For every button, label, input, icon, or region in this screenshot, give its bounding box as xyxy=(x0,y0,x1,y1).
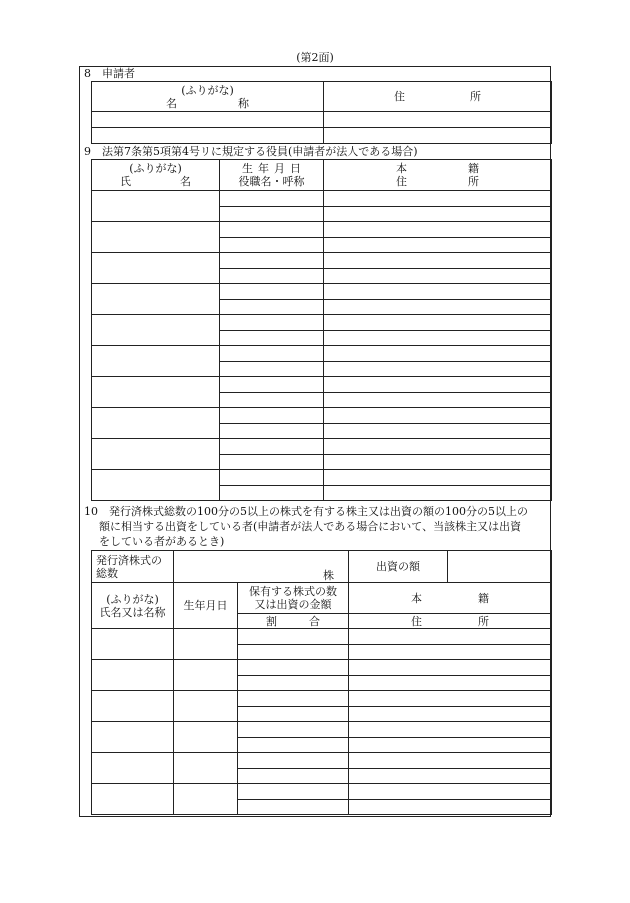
officer-name-cell[interactable] xyxy=(92,284,220,315)
officer-title-cell[interactable] xyxy=(220,238,324,253)
shareholder-honseki-cell[interactable] xyxy=(349,784,552,800)
shareholder-address-cell[interactable] xyxy=(349,800,552,815)
officer-title-cell[interactable] xyxy=(220,424,324,439)
shares-unit: 株 xyxy=(323,569,334,582)
ratio-char-2: 合 xyxy=(309,614,320,628)
name-or-title-label: 氏名又は名称 xyxy=(99,605,166,619)
section10-heading-line3: をしている者があるとき) xyxy=(99,535,225,548)
officer-name-cell[interactable] xyxy=(92,377,220,408)
officer-address-cell[interactable] xyxy=(324,269,552,284)
officer-title-cell[interactable] xyxy=(220,393,324,408)
shareholder-birth-cell[interactable] xyxy=(174,660,238,691)
shareholder-name-cell[interactable] xyxy=(92,691,174,722)
officer-honseki-address-header xyxy=(324,160,552,191)
address-char-1: 住 xyxy=(394,90,405,103)
applicant-name-cell[interactable] xyxy=(92,128,324,144)
officer-honseki-cell[interactable] xyxy=(324,191,552,207)
officer-name-cell[interactable] xyxy=(92,408,220,439)
furigana-label: (ふりがな) xyxy=(106,592,159,606)
held-shares-header xyxy=(238,583,349,614)
shareholder-honseki-cell[interactable] xyxy=(349,722,552,738)
officer-name-cell[interactable] xyxy=(92,191,220,222)
officers-table xyxy=(91,159,552,501)
officer-address-cell[interactable] xyxy=(324,207,552,222)
honseki-char-2: 籍 xyxy=(468,162,479,175)
shareholder-held-cell[interactable] xyxy=(238,784,349,800)
officer-honseki-cell[interactable] xyxy=(324,439,552,455)
honseki-char-1: 本 xyxy=(411,591,422,605)
total-shares-label-1: 発行済株式の xyxy=(96,553,162,567)
shareholder-address-cell[interactable] xyxy=(349,738,552,753)
shareholder-address-cell[interactable] xyxy=(349,676,552,691)
officer-title-cell[interactable] xyxy=(220,455,324,470)
page-title: (第2面) xyxy=(296,51,334,64)
shareholder-held-cell[interactable] xyxy=(238,660,349,676)
officer-birth-cell[interactable] xyxy=(220,346,324,362)
officer-address-cell[interactable] xyxy=(324,300,552,315)
officer-title-cell[interactable] xyxy=(220,207,324,222)
address-char-2: 所 xyxy=(478,614,489,628)
shareholder-row xyxy=(92,753,552,769)
officer-address-cell[interactable] xyxy=(324,362,552,377)
officer-birth-cell[interactable] xyxy=(220,470,324,486)
officer-birth-cell[interactable] xyxy=(220,408,324,424)
shareholder-held-cell[interactable] xyxy=(238,753,349,769)
officer-name-cell[interactable] xyxy=(92,222,220,253)
address-char-2: 所 xyxy=(470,90,481,103)
shareholder-birth-cell[interactable] xyxy=(174,691,238,722)
shareholder-row xyxy=(92,629,552,645)
officer-name-cell[interactable] xyxy=(92,439,220,470)
officer-birth-cell[interactable] xyxy=(220,284,324,300)
held-label-1: 保有する株式の数 xyxy=(249,585,337,598)
officer-row xyxy=(92,377,552,393)
honseki-char-2: 籍 xyxy=(478,591,489,605)
capital-label: 出資の額 xyxy=(349,551,448,583)
shareholder-address-cell[interactable] xyxy=(349,645,552,660)
officer-title-cell[interactable] xyxy=(220,331,324,346)
name-char-2: 称 xyxy=(238,96,249,110)
applicant-name-header xyxy=(92,82,324,112)
officer-honseki-cell[interactable] xyxy=(324,284,552,300)
officer-honseki-cell[interactable] xyxy=(324,253,552,269)
officer-name-cell[interactable] xyxy=(92,470,220,501)
officer-row xyxy=(92,315,552,331)
name-char-2: 名 xyxy=(180,175,191,188)
address-char-1: 住 xyxy=(411,614,422,628)
shareholder-name-header xyxy=(92,583,174,629)
officer-honseki-cell[interactable] xyxy=(324,346,552,362)
section9-heading: 9 法第7条第5項第4号リに規定する役員(申請者が法人である場合) xyxy=(84,145,418,158)
officer-honseki-cell[interactable] xyxy=(324,222,552,238)
officer-birth-cell[interactable] xyxy=(220,377,324,393)
shareholder-honseki-cell[interactable] xyxy=(349,691,552,707)
officer-row xyxy=(92,253,552,269)
applicant-name-cell[interactable] xyxy=(92,112,324,128)
shareholder-ratio-cell[interactable] xyxy=(238,676,349,691)
shareholders-table xyxy=(91,550,552,815)
shareholder-name-cell[interactable] xyxy=(92,753,174,784)
shareholder-held-cell[interactable] xyxy=(238,722,349,738)
title-label: 役職名・呼称 xyxy=(238,175,305,188)
ratio-char-1: 割 xyxy=(266,614,277,628)
furigana-label: (ふりがな) xyxy=(129,162,182,175)
shareholder-ratio-cell[interactable] xyxy=(238,645,349,660)
officer-address-cell[interactable] xyxy=(324,486,552,501)
birth-char-3: 月 xyxy=(274,162,285,175)
shareholder-held-cell[interactable] xyxy=(238,629,349,645)
shareholder-ratio-cell[interactable] xyxy=(238,769,349,784)
birth-char-1: 生 xyxy=(242,162,253,175)
officer-address-cell[interactable] xyxy=(324,238,552,253)
shareholder-row xyxy=(92,784,552,800)
total-shares-label xyxy=(92,551,174,583)
officer-birth-cell[interactable] xyxy=(220,222,324,238)
capital-input[interactable] xyxy=(448,551,552,583)
shareholder-honseki-cell[interactable] xyxy=(349,753,552,769)
officer-honseki-cell[interactable] xyxy=(324,315,552,331)
officer-name-cell[interactable] xyxy=(92,253,220,284)
shareholder-name-cell[interactable] xyxy=(92,784,174,815)
ratio-header xyxy=(238,614,349,629)
shareholder-address-cell[interactable] xyxy=(349,707,552,722)
officer-title-cell[interactable] xyxy=(220,269,324,284)
officer-row xyxy=(92,470,552,486)
officer-name-header xyxy=(92,160,220,191)
officer-birth-cell[interactable] xyxy=(220,315,324,331)
officer-address-cell[interactable] xyxy=(324,331,552,346)
officer-title-cell[interactable] xyxy=(220,300,324,315)
shareholder-honseki-cell[interactable] xyxy=(349,660,552,676)
applicant-address-cell[interactable] xyxy=(324,128,552,144)
shareholder-held-cell[interactable] xyxy=(238,691,349,707)
shareholder-address-header xyxy=(349,614,552,629)
officer-row xyxy=(92,439,552,455)
officer-row xyxy=(92,191,552,207)
officer-honseki-cell[interactable] xyxy=(324,408,552,424)
shareholder-ratio-cell[interactable] xyxy=(238,707,349,722)
birth-date-header: 生年月日 xyxy=(174,583,238,629)
shareholder-row xyxy=(92,722,552,738)
shareholder-row xyxy=(92,691,552,707)
honseki-char-1: 本 xyxy=(396,162,407,175)
address-char-1: 住 xyxy=(396,175,407,188)
officer-row xyxy=(92,346,552,362)
officer-row xyxy=(92,408,552,424)
total-shares-input[interactable] xyxy=(174,551,349,583)
section8-heading: 8 申請者 xyxy=(84,67,135,80)
shareholder-birth-cell[interactable] xyxy=(174,629,238,660)
section10-heading-line2: 額に相当する出資をしている者(申請者が法人である場合において、当該株主又は出資 xyxy=(99,520,522,533)
shareholder-birth-cell[interactable] xyxy=(174,753,238,784)
shareholder-ratio-cell[interactable] xyxy=(238,800,349,815)
officer-birth-cell[interactable] xyxy=(220,439,324,455)
name-char-1: 名 xyxy=(166,96,177,110)
shareholder-name-cell[interactable] xyxy=(92,660,174,691)
name-char-1: 氏 xyxy=(120,175,131,188)
officer-title-cell[interactable] xyxy=(220,362,324,377)
officer-row xyxy=(92,222,552,238)
shareholder-name-cell[interactable] xyxy=(92,722,174,753)
officer-birth-title-header xyxy=(220,160,324,191)
applicant-address-header xyxy=(324,82,552,112)
birth-char-2: 年 xyxy=(258,162,269,175)
officer-name-cell[interactable] xyxy=(92,346,220,377)
section10-heading-line1: 10 発行済株式総数の100分の5以上の株式を有する株主又は出資の額の100分の5以上の xyxy=(84,505,528,518)
furigana-label: (ふりがな) xyxy=(181,83,234,97)
address-char-2: 所 xyxy=(468,175,479,188)
applicant-table xyxy=(91,81,552,144)
shareholder-honseki-header xyxy=(349,583,552,614)
shareholder-ratio-cell[interactable] xyxy=(238,738,349,753)
shareholder-row xyxy=(92,660,552,676)
shareholder-honseki-cell[interactable] xyxy=(349,629,552,645)
officer-title-cell[interactable] xyxy=(220,486,324,501)
officer-row xyxy=(92,284,552,300)
officer-birth-cell[interactable] xyxy=(220,191,324,207)
officer-address-cell[interactable] xyxy=(324,455,552,470)
officer-address-cell[interactable] xyxy=(324,393,552,408)
officer-birth-cell[interactable] xyxy=(220,253,324,269)
total-shares-label-2: 総数 xyxy=(96,566,118,580)
officer-honseki-cell[interactable] xyxy=(324,377,552,393)
shareholder-birth-cell[interactable] xyxy=(174,784,238,815)
officer-name-cell[interactable] xyxy=(92,315,220,346)
shareholder-birth-cell[interactable] xyxy=(174,722,238,753)
officer-address-cell[interactable] xyxy=(324,424,552,439)
officer-honseki-cell[interactable] xyxy=(324,470,552,486)
held-label-2: 又は出資の金額 xyxy=(254,598,332,611)
shareholder-address-cell[interactable] xyxy=(349,769,552,784)
birth-char-4: 日 xyxy=(290,162,301,175)
applicant-address-cell[interactable] xyxy=(324,112,552,128)
shareholder-name-cell[interactable] xyxy=(92,629,174,660)
